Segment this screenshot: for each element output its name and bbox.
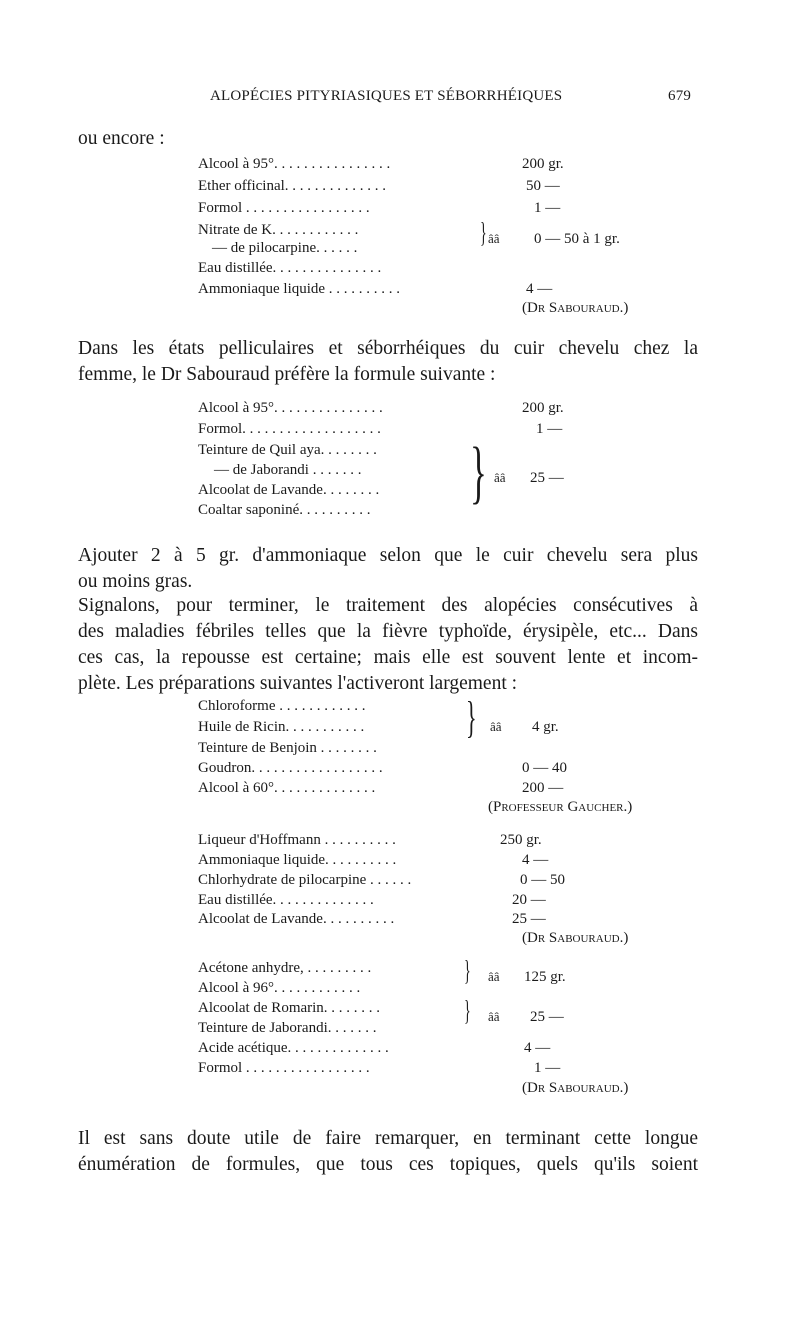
recipe-amount: 0 — 50 à 1 gr. [534,231,620,247]
brace-icon: } [480,218,487,249]
recipe-line: Liqueur d'Hoffmann . . . . . . . . . . [198,832,396,848]
recipe-amount: 200 gr. [522,156,564,172]
recipe-amount: 0 — 40 [522,760,567,776]
recipe-amount: 250 gr. [500,832,542,848]
text-line: énumération de formules, que tous ces topiques, quels qu'ils soient [78,1154,698,1175]
paragraph [78,543,698,595]
recipe-line: Teinture de Quil aya. . . . . . . . [198,442,377,458]
recipe-line: Ammoniaque liquide . . . . . . . . . . [198,281,401,297]
text-line: Dans les états pelliculaires et séborrhéiques du cuir chevelu chez la [78,338,698,359]
intro-text: ou encore : [78,128,165,149]
recipe-line: Alcoolat de Lavande. . . . . . . . [198,482,380,498]
recipe-line: — de pilocarpine. . . . . . [212,240,358,256]
recipe-line: Acétone anhydre, . . . . . . . . . [198,960,372,976]
paragraph [78,593,698,697]
recipe-amount: 200 — [522,780,564,796]
recipe-amount: 4 — [526,281,553,297]
recipe-line: Chlorhydrate de pilocarpine . . . . . . [198,872,412,888]
text-line: ces cas, la repousse est certaine; mais elle est souvent lente et incom- [78,647,698,668]
aa-mark: ââ [488,231,500,246]
recipe-line: Formol . . . . . . . . . . . . . . . . . [198,1060,370,1076]
recipe-amount: 200 gr. [522,400,564,416]
brace-icon: } [464,996,471,1027]
recipe-amount: 4 gr. [532,719,559,735]
paragraph [78,1126,698,1178]
text-line: Ajouter 2 à 5 gr. d'ammoniaque selon que le cuir chevelu sera plus [78,545,698,566]
recipe-line: Chloroforme . . . . . . . . . . . . [198,698,366,714]
recipe-line: Alcool à 95°. . . . . . . . . . . . . . . . [198,156,391,172]
recipe-amount: 25 — [530,470,564,486]
recipe-author [488,799,632,816]
recipe-line: Eau distillée. . . . . . . . . . . . . . . [198,260,382,276]
recipe-line: Acide acétique. . . . . . . . . . . . . . [198,1040,389,1056]
recipe-line: Formol. . . . . . . . . . . . . . . . . . . [198,421,381,437]
recipe-line: Teinture de Jaborandi. . . . . . . [198,1020,377,1036]
recipe-amount: 25 — [512,911,546,927]
recipe-line: Alcool à 96°. . . . . . . . . . . . [198,980,361,996]
recipe-amount: 4 — [522,852,549,868]
text-line: Il est sans doute utile de faire remarquer, en terminant cette longue [78,1128,698,1149]
aa-mark: ââ [490,719,502,734]
recipe-author: (Dr Sabouraud.) [522,300,629,316]
recipe-line: Ether officinal. . . . . . . . . . . . . . [198,178,387,194]
brace-icon: } [470,434,487,511]
recipe-line: Ammoniaque liquide. . . . . . . . . . [198,852,397,868]
aa-mark: ââ [488,1009,500,1024]
aa-mark: ââ [494,470,506,485]
recipe-amount: 1 — [534,200,561,216]
paragraph [78,336,698,388]
text-line: ou moins gras. [78,571,193,592]
recipe-line: Alcool à 60°. . . . . . . . . . . . . . [198,780,376,796]
recipe-line: Huile de Ricin. . . . . . . . . . . [198,719,365,735]
recipe-author: (Dr Sabouraud.) [522,1080,629,1096]
recipe-amount: 1 — [534,1060,561,1076]
recipe-line: Alcoolat de Romarin. . . . . . . . [198,1000,381,1016]
page-number: 679 [668,88,692,104]
recipe-amount: 20 — [512,892,546,908]
recipe-line: Alcool à 95°. . . . . . . . . . . . . . . [198,400,383,416]
recipe-amount: 125 gr. [524,969,566,985]
recipe-line: Teinture de Benjoin . . . . . . . . [198,740,377,756]
brace-icon: } [464,956,471,987]
text-line: femme, le Dr Sabouraud préfère la formule suivante : [78,364,496,385]
recipe-amount: 1 — [536,421,563,437]
text-line: Signalons, pour terminer, le traitement des alopécies consécutives à [78,595,698,616]
running-header: ALOPÉCIES PITYRIASIQUES ET SÉBORRHÉIQUES [210,88,563,104]
text-line: des maladies fébriles telles que la fièvre typhoïde, érysipèle, etc... Dans [78,621,698,642]
recipe-line: Formol . . . . . . . . . . . . . . . . . [198,200,370,216]
recipe-amount: 0 — 50 [520,872,565,888]
recipe-amount: 4 — [524,1040,551,1056]
recipe-author: (Dr Sabouraud.) [522,930,629,946]
recipe-line: Alcoolat de Lavande. . . . . . . . . . [198,911,395,927]
brace-icon: } [466,693,477,742]
recipe-line: Nitrate de K. . . . . . . . . . . . [198,222,359,238]
recipe-line: Coaltar saponiné. . . . . . . . . . [198,502,371,518]
recipe-line: Goudron. . . . . . . . . . . . . . . . . . [198,760,383,776]
recipe-amount: 25 — [530,1009,564,1025]
aa-mark: ââ [488,969,500,984]
recipe-line: — de Jaborandi . . . . . . . [214,462,362,478]
text-line: plète. Les préparations suivantes l'activeront largement : [78,673,518,694]
recipe-line: Eau distillée. . . . . . . . . . . . . . [198,892,374,908]
recipe-amount: 50 — [526,178,560,194]
author-text: (Professeur Gaucher.) [488,799,633,815]
